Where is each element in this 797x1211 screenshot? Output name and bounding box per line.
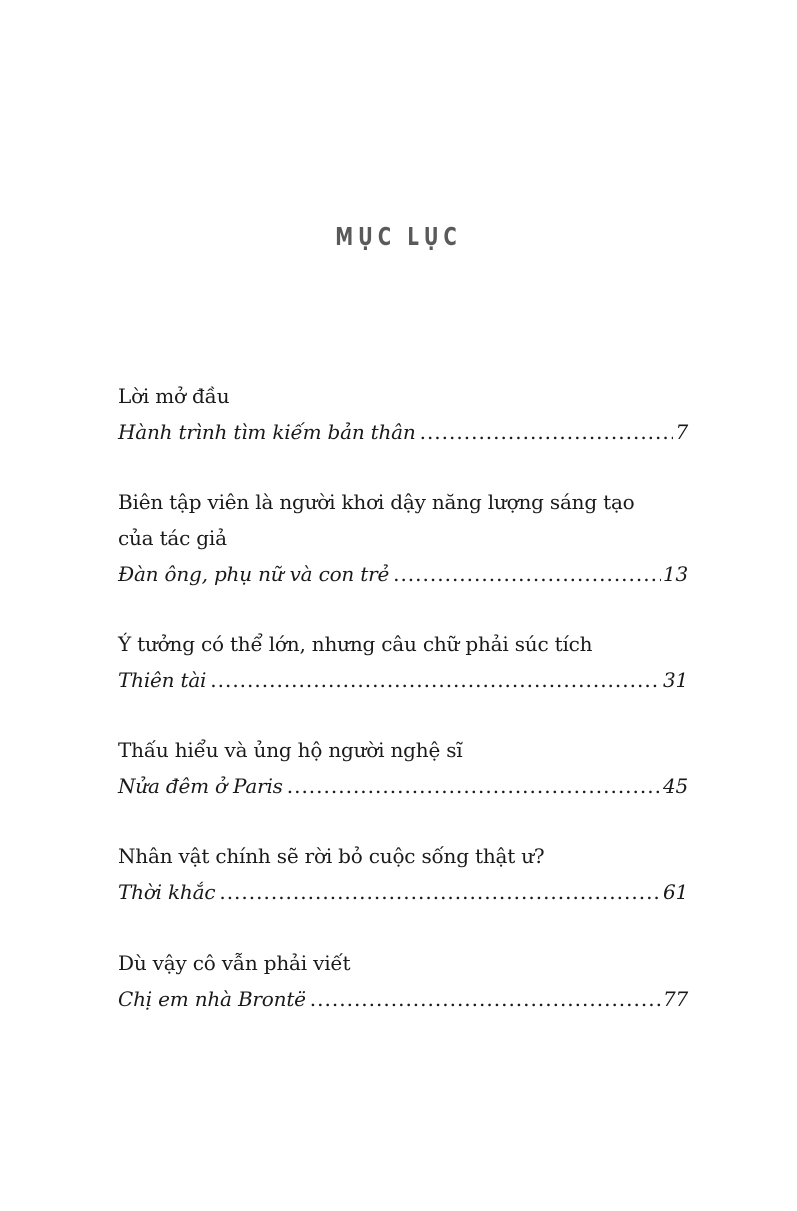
toc-heading: Thấu hiểu và ủng hộ người nghệ sĩ bbox=[118, 738, 463, 762]
toc-page-number: 13 bbox=[662, 562, 688, 586]
toc-heading: Biên tập viên là người khơi dậy năng lượng sáng tạo bbox=[118, 490, 635, 514]
toc-subtitle: Thiên tài bbox=[118, 668, 207, 692]
toc-heading: Lời mở đầu bbox=[118, 384, 230, 408]
toc-entry bbox=[118, 732, 688, 804]
toc-line[interactable] bbox=[118, 768, 688, 804]
toc-subtitle: Thời khắc bbox=[118, 880, 216, 904]
dot-leader bbox=[219, 874, 661, 910]
toc-entry bbox=[118, 945, 688, 1017]
toc-page-number: 31 bbox=[662, 668, 688, 692]
dot-leader bbox=[287, 768, 661, 804]
toc-subtitle: Chị em nhà Brontë bbox=[118, 987, 306, 1011]
toc-subtitle: Nửa đêm ở Paris bbox=[118, 774, 283, 798]
toc-entry bbox=[118, 378, 688, 450]
toc-subtitle: Đàn ông, phụ nữ và con trẻ bbox=[118, 562, 390, 586]
dot-leader bbox=[420, 414, 674, 450]
dot-leader bbox=[210, 662, 661, 698]
toc-line[interactable] bbox=[118, 874, 688, 910]
toc-entry bbox=[118, 626, 688, 698]
toc-page-number: 45 bbox=[662, 774, 688, 798]
toc-subtitle: Hành trình tìm kiếm bản thân bbox=[118, 420, 416, 444]
toc-heading: Dù vậy cô vẫn phải viết bbox=[118, 951, 351, 975]
toc-line[interactable] bbox=[118, 556, 688, 592]
dot-leader bbox=[310, 981, 661, 1017]
toc-page-number: 7 bbox=[675, 420, 688, 444]
toc-entry bbox=[118, 838, 688, 910]
page-title: MỤC LỤC bbox=[335, 222, 462, 251]
toc-line[interactable] bbox=[118, 662, 688, 698]
toc-page-number: 77 bbox=[662, 987, 688, 1011]
toc-line[interactable] bbox=[118, 981, 688, 1017]
toc-heading: Ý tưởng có thể lớn, nhưng câu chữ phải súc tích bbox=[118, 632, 593, 656]
toc-line[interactable] bbox=[118, 414, 688, 450]
toc-page-number: 61 bbox=[662, 880, 688, 904]
toc-heading: Nhân vật chính sẽ rời bỏ cuộc sống thật ư? bbox=[118, 844, 545, 868]
toc-heading-continued: của tác giả bbox=[118, 526, 227, 550]
toc-entry bbox=[118, 484, 688, 592]
dot-leader bbox=[393, 556, 661, 592]
